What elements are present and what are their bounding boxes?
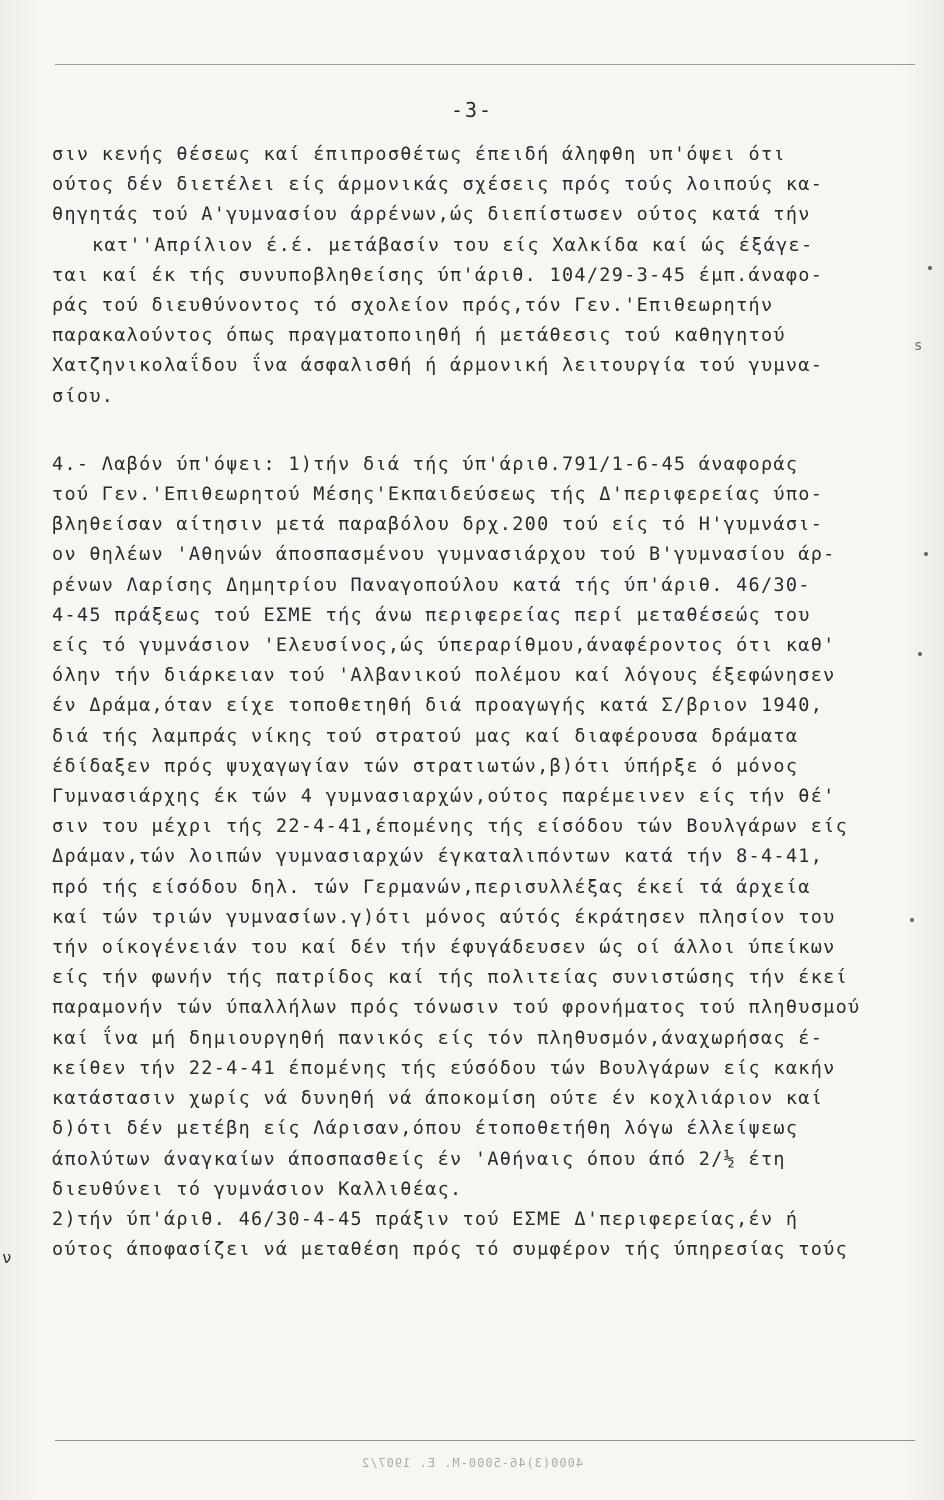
text-line: είς τήν φωνήν τής πατρίδος καί τής πολιτείας συνιστώσης τήν έκεί (52, 967, 849, 989)
text-line: καί τών τριών γυμνασίων.γ)ότι μόνος αύτός έκράτησεν πλησίον του (52, 906, 836, 928)
text-line: κατ''Απρίλιον έ.έ. μετάβασίν του είς Χαλκίδα καί ώς έξάγε- (92, 234, 814, 256)
text-line: έν Δράμα,όταν είχε τοποθετηθή διά προαγωγής κατά Σ/βριον 1940, (52, 695, 824, 717)
text-line: θηγητάς τού Α'γυμνασίου άρρένων,ώς διεπίστωσεν ούτος κατά τήν (52, 204, 811, 226)
margin-dot (928, 266, 932, 270)
text-line: Χατζηνικολαΐδου ΐνα άσφαλισθή ή άρμονική λειτουργία τού γυμνα- (52, 355, 824, 377)
footer-print-mirrored: 4000(3)46-5000-Μ. Ε. 1907/2 (360, 1456, 584, 1470)
paragraph-gap (52, 412, 912, 450)
text-line: διά τής λαμπράς νίκης τού στρατού μας καί διαφέρουσα δράματα (52, 725, 799, 747)
header-rule (55, 64, 915, 65)
text-line: τού Γεν.'Επιθεωρητού Μέσης'Εκπαιδεύσεως τής Δ'περιφερείας ύπο- (52, 484, 824, 506)
text-line: βληθείσαν αίτησιν μετά παραβόλου δρχ.200 τού είς τό Η'γυμνάσι- (52, 514, 824, 536)
document-body (52, 140, 912, 1265)
margin-dot (910, 918, 914, 922)
text-line: άπολύτων άναγκαίων άποσπασθείς έν 'Αθήναις όπου άπό 2/½ έτη (52, 1148, 786, 1170)
text-line: 2)τήν ύπ'άριθ. 46/30-4-45 πράξιν τού ΕΣΜΕ Δ'περιφερείας,έν ή (52, 1208, 799, 1230)
page-number: -3- (450, 98, 494, 122)
paragraph-2 (52, 450, 912, 1265)
text-line: παραμονήν τών ύπαλλήλων πρός τόνωσιν τού φρονήματος τού πληθυσμού (52, 997, 861, 1019)
text-line: ρένων Λαρίσης Δημητρίου Παναγοπούλου κατά τής ύπ'άριθ. 46/30- (52, 574, 811, 596)
text-line: Γυμνασιάρχης έκ τών 4 γυμνασιαρχών,ούτος παρέμεινεν είς τήν θέ' (52, 786, 836, 808)
text-line: σιν κενής θέσεως καί έπιπροσθέτως έπειδή άληφθη υπ'όψει ότι (52, 144, 786, 165)
footer-rule (55, 1440, 915, 1441)
text-line: διευθύνει τό γυμνάσιον Καλλιθέας. (52, 1178, 463, 1200)
text-line: έδίδαξεν πρός ψυχαγωγίαν τών στρατιωτών,β)ότι ύπήρξε ό μόνος (52, 755, 799, 777)
paragraph-1 (52, 140, 912, 412)
margin-dot (924, 552, 928, 556)
text-line: σίου. (52, 385, 115, 407)
text-line: ον θηλέων 'Αθηνών άποσπασμένου γυμνασιάρχου τού Β'γυμνασίου άρ- (52, 544, 836, 566)
text-line: ται καί έκ τής συνυποβληθείσης ύπ'άριθ. 104/29-3-45 έμπ.άναφο- (52, 264, 824, 286)
text-line: 4-45 πράξεως τού ΕΣΜΕ τής άνω περιφερείας περί μεταθέσεώς του (52, 604, 811, 626)
margin-mark-right: s (914, 338, 923, 354)
text-line: Δράμαν,τών λοιπών γυμνασιαρχών έγκαταλιπόντων κατά τήν 8-4-41, (52, 846, 824, 868)
text-line: ούτος άποφασίζει νά μεταθέση πρός τό συμφέρον τής ύπηρεσίας τούς (52, 1239, 849, 1261)
text-line: τήν οίκογένειάν του καί δέν τήν έφυγάδευσεν ώς οί άλλοι ύπείκων (52, 937, 836, 959)
text-line: κείθεν τήν 22-4-41 έπομένης τής εύσόδου τών Βουλγάρων είς κακήν (52, 1057, 836, 1079)
text-line: κατάστασιν χωρίς νά δυνηθή νά άποκομίση ούτε έν κοχλιάριον καί (52, 1088, 824, 1110)
text-line: ράς τού διευθύνοντος τό σχολείον πρός,τόν Γεν.'Επιθεωρητήν (52, 295, 774, 317)
text-line: 4.- Λαβόν ύπ'όψει: 1)τήν διά τής ύπ'άριθ.791/1-6-45 άναφοράς (52, 453, 799, 475)
text-line: πρό τής είσόδου δηλ. τών Γερμανών,περισυλλέξας έκεί τά άρχεία (52, 876, 811, 898)
text-line: καί ΐνα μή δημιουργηθή πανικός είς τόν πληθυσμόν,άναχωρήσας έ- (52, 1027, 824, 1049)
text-line: είς τό γυμνάσιον 'Ελευσίνος,ώς ύπεραρίθμου,άναφέροντος ότι καθ' (52, 635, 836, 657)
text-line: παρακαλούντος όπως πραγματοποιηθή ή μετάθεσις τού καθηγητού (52, 325, 786, 347)
margin-mark-left: ν (2, 1248, 12, 1267)
margin-dot (918, 652, 922, 656)
text-line: σιν του μέχρι τής 22-4-41,έπομένης τής είσόδου τών Βουλγάρων είς (52, 816, 849, 838)
text-line: δ)ότι δέν μετέβη είς Λάρισαν,όπου έτοποθετήθη λόγω έλλείψεως (52, 1118, 799, 1140)
text-line: όλην τήν διάρκειαν τού 'Αλβανικού πολέμου καί λόγους έξεφώνησεν (52, 665, 836, 687)
text-line: ούτος δέν διετέλει είς άρμονικάς σχέσεις πρός τούς λοιπούς κα- (52, 174, 824, 196)
